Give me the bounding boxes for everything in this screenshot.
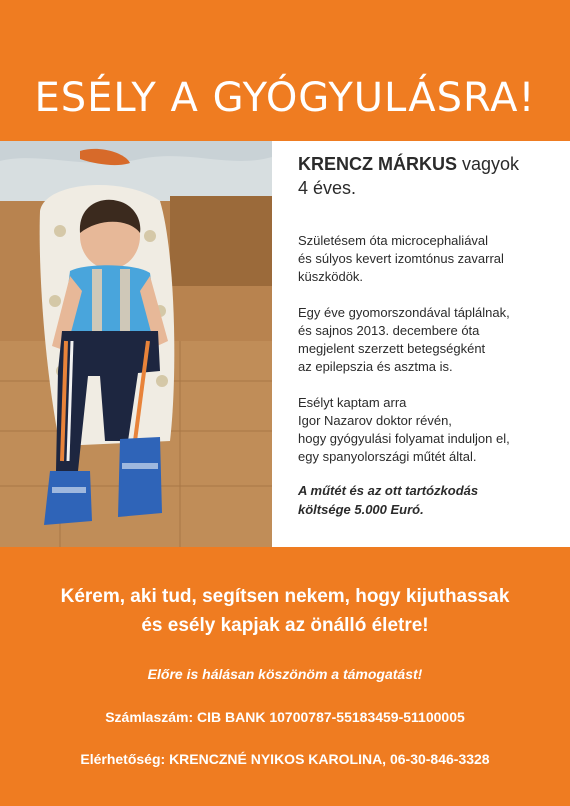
p3-line1: Esélyt kaptam arra bbox=[298, 395, 407, 410]
p2-line4: az epilepszia és asztma is. bbox=[298, 359, 453, 374]
p3-line2: Igor Nazarov doktor révén, bbox=[298, 413, 452, 428]
intro bbox=[298, 152, 558, 200]
p1-line1: Születésem óta microcephaliával bbox=[298, 233, 489, 248]
cost-line1: A műtét és az ott tartózkodás bbox=[298, 483, 479, 498]
p2-line2: és sajnos 2013. decembere óta bbox=[298, 323, 480, 338]
thanks-line: Előre is hálásan köszönöm a támogatást! bbox=[147, 666, 423, 682]
p2-line3: megjelent szerzett betegségként bbox=[298, 341, 486, 356]
bank-account: Számlaszám: CIB BANK 10700787-55183459-51100005 bbox=[105, 709, 465, 725]
p3-line4: egy spanyolországi műtét által. bbox=[298, 449, 477, 464]
cost-line2: költsége 5.000 Euró. bbox=[298, 502, 424, 517]
intro-line1-rest: vagyok bbox=[457, 154, 520, 174]
cost-note bbox=[298, 481, 558, 519]
child-name: KRENCZ MÁRKUS bbox=[298, 154, 457, 174]
appeal-line1: Kérem, aki tud, segítsen nekem, hogy kijuthassak bbox=[60, 586, 510, 607]
contact-info: Elérhetőség: KRENCZNÉ NYIKOS KAROLINA, 06-30-846-3328 bbox=[80, 751, 490, 767]
p1-line3: küszködök. bbox=[298, 269, 364, 284]
p2-line1: Egy éve gyomorszondával táplálnak, bbox=[298, 305, 510, 320]
story-text bbox=[298, 152, 558, 519]
child-photo bbox=[0, 141, 272, 547]
appeal bbox=[0, 582, 570, 640]
p3-line3: hogy gyógyulási folyamat induljon el, bbox=[298, 431, 510, 446]
header-band bbox=[0, 0, 570, 141]
headline: ESÉLY A GYÓGYULÁSRA! bbox=[34, 75, 536, 121]
appeal-line2: és esély kapjak az önálló életre! bbox=[141, 615, 429, 636]
p1-line2: és súlyos kevert izomtónus zavarral bbox=[298, 251, 504, 266]
paragraph-condition bbox=[298, 232, 558, 286]
paragraph-history bbox=[298, 304, 558, 376]
age: 4 éves. bbox=[298, 178, 357, 198]
paragraph-chance bbox=[298, 394, 558, 466]
